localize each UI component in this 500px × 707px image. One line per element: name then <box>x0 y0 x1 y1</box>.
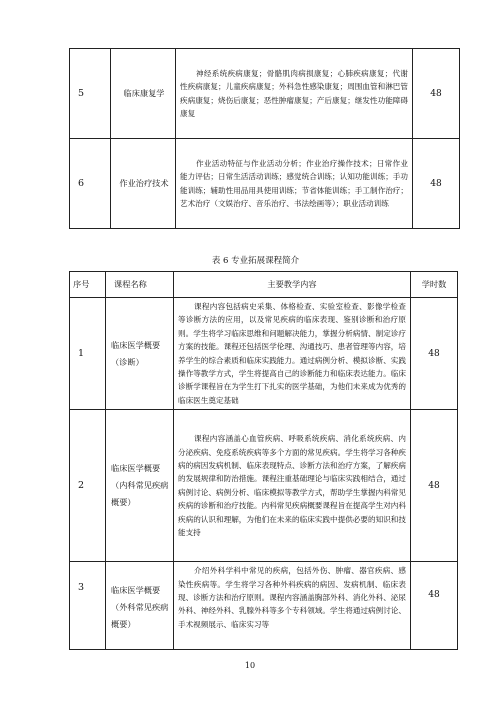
course-hours: 48 <box>413 139 460 229</box>
row-number: 1 <box>70 298 106 410</box>
course-content: 课程内容涵盖心血管疾病、呼吸系统疾病、消化系统疾病、内分泌疾病、免疫系统疾病等多个方面的常见疾病。学生将学习各种疾病的病因发病机制、临床表现特点、诊断方法和治疗方案，了解疾病的发展规律和防治措施。课程注重基础理论与临床实践相结合，通过病例讨论、病例分析、临床模拟等教学方式，帮助学生掌握内科常见疾病的诊断和治疗技能。内科常见疾病概要课程旨在提高学生对内科疾病的认识和理解，为他们在未来的临床实践中提供必要的知识和技能支持 <box>174 410 411 562</box>
course-name: 临床医学概要（诊断） <box>106 298 174 410</box>
header-name: 课程名称 <box>106 272 174 298</box>
row-number: 3 <box>70 562 106 650</box>
table-row <box>70 49 460 139</box>
course-name: 临床医学概要（内科常见疾病概要） <box>106 410 174 562</box>
table-row <box>70 139 460 229</box>
table-header-row <box>70 272 458 298</box>
page-number: 10 <box>244 661 256 670</box>
table-caption: 表 6 专业拓展课程简介 <box>211 256 300 266</box>
course-name: 临床医学概要（外科常见疾病概要） <box>106 562 174 650</box>
row-number: 6 <box>70 139 111 229</box>
course-content: 介绍外科学科中常见的疾病，包括外伤、肿瘤、器官疾病、感染性疾病等。学生将学习各种外科疾病的病因、发病机制、临床表现、诊断方法和治疗原则。课程内容涵盖胸部外科、消化外科、泌尿外科、神经外科、乳腺外科等多个专科领域。学生将通过病例讨论、手术视频展示、临床实习等 <box>174 562 411 650</box>
course-name: 作业治疗技术 <box>111 139 176 229</box>
row-number: 2 <box>70 410 106 562</box>
table-row <box>70 562 458 650</box>
course-hours: 48 <box>411 562 458 650</box>
header-no: 序号 <box>70 272 106 298</box>
header-content: 主要教学内容 <box>174 272 411 298</box>
row-number: 5 <box>70 49 111 139</box>
course-hours: 48 <box>411 410 458 562</box>
course-name: 临床康复学 <box>111 49 176 139</box>
header-hours: 学时数 <box>411 272 458 298</box>
course-content: 神经系统疾病康复；骨骼肌肉病损康复；心肺疾病康复；代谢性疾病康复；儿童疾病康复；外科急性感染康复；周围血管和淋巴管疾病康复；烧伤后康复；恶性肿瘤康复；产后康复；继发性功能障碍康复 <box>176 49 413 139</box>
table-row <box>70 410 458 562</box>
course-table-continued <box>69 48 460 229</box>
course-content: 课程内容包括病史采集、体格检查、实验室检查、影像学检查等诊断方法的应用，以及常见疾病的临床表现、鉴别诊断和治疗原则。学生将学习临床思维和问题解决能力，掌握分析病情、制定诊疗方案的技能。课程还包括医学伦理、沟通技巧、患者管理等内容，培养学生的综合素质和临床实践能力。通过病例分析、模拟诊断、实践操作等教学方式，学生将提高自己的诊断能力和临床表达能力。临床诊断学课程旨在为学生打下扎实的医学基础，为他们未来成为优秀的临床医生奠定基础 <box>174 298 411 410</box>
table-row <box>70 298 458 410</box>
expand-course-table <box>69 271 458 650</box>
course-hours: 48 <box>413 49 460 139</box>
course-hours: 48 <box>411 298 458 410</box>
course-content: 作业活动特征与作业活动分析；作业治疗操作技术；日常作业能力评估；日常生活活动训练；感觉统合训练；认知功能训练；手功能训练；辅助性用品用具使用训练；节省体能训练；手工制作治疗；艺术治疗（文娱治疗、音乐治疗、书法绘画等）；职业活动训练 <box>176 139 413 229</box>
